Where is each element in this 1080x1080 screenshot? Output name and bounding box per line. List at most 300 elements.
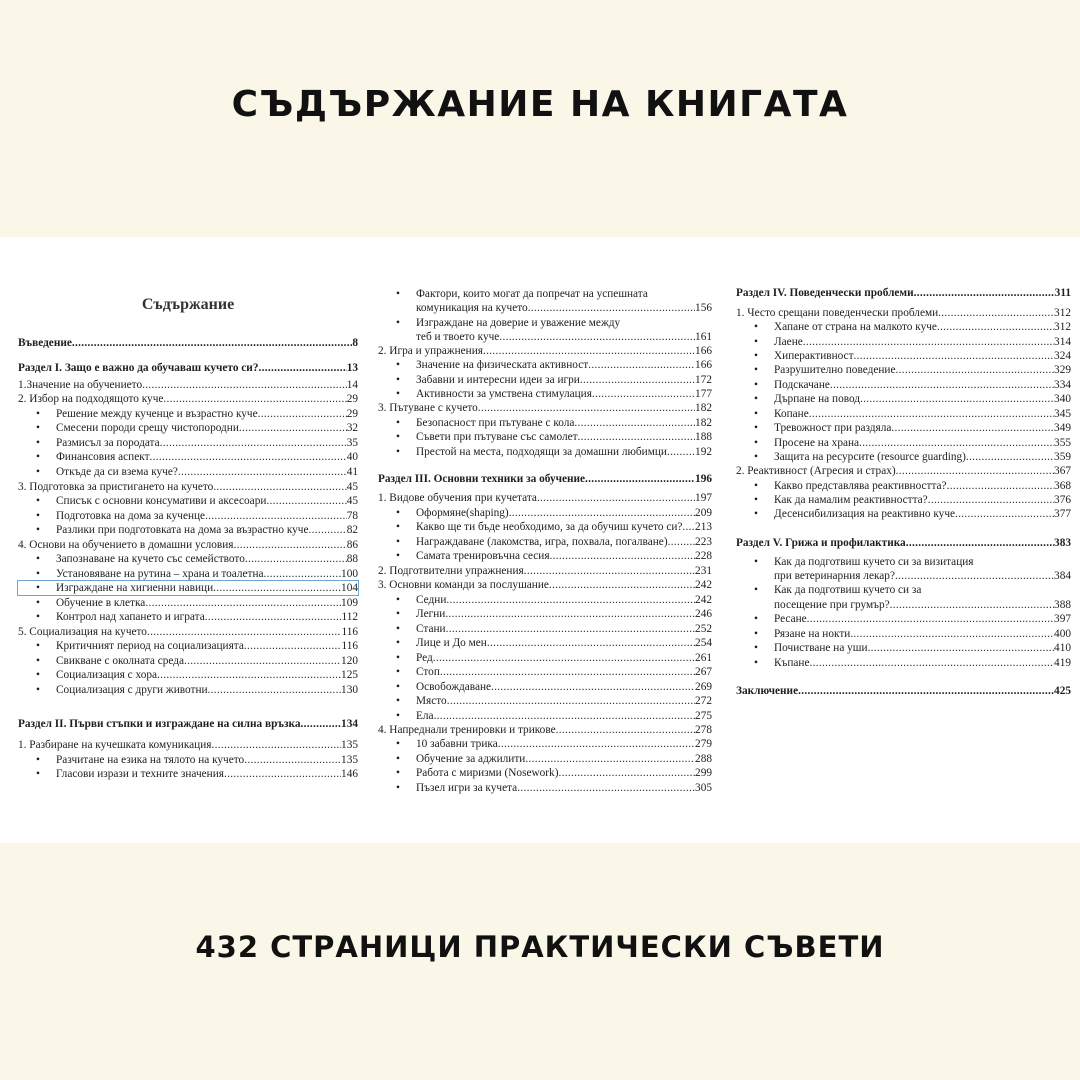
toc-bullet-entry	[18, 767, 358, 781]
toc-page-number: 288	[695, 753, 712, 765]
toc-entry	[18, 392, 358, 406]
toc-bullet-entry	[736, 507, 1071, 521]
toc-entry-title: • Легни	[416, 608, 446, 620]
toc-dot-leader	[868, 641, 1054, 655]
toc-bullet-entry	[18, 668, 358, 682]
toc-bullet-entry	[18, 523, 358, 537]
toc-entry-title: • Какво представлява реактивността?	[774, 480, 947, 492]
toc-dot-leader	[938, 306, 1054, 320]
toc-bullet-entry	[378, 622, 712, 636]
toc-page-number: 388	[1054, 599, 1071, 611]
toc-page-number: 135	[341, 754, 358, 766]
toc-entry	[736, 464, 1071, 478]
toc-entry	[736, 569, 1071, 583]
toc-entry-title: Заключение	[736, 685, 799, 697]
toc-entry-title: • Забавни и интересни идеи за игри	[416, 374, 580, 386]
toc-dot-leader	[208, 683, 342, 697]
toc-page-number: 109	[341, 597, 358, 609]
toc-entry	[378, 578, 712, 592]
toc-entry-title: 2. Реактивност (Агресия и страх)	[736, 465, 896, 477]
toc-bullet-entry	[18, 465, 358, 479]
toc-entry-title: 2. Игра и упражнения	[378, 345, 483, 357]
toc-dot-leader	[580, 373, 695, 387]
toc-entry-title: • Копане	[774, 408, 809, 420]
toc-page-number: 13	[346, 362, 358, 374]
toc-title: Съдържание	[141, 296, 235, 313]
toc-dot-leader	[160, 436, 347, 450]
toc-page-number: 29	[346, 408, 358, 420]
toc-dot-leader	[906, 536, 1054, 550]
toc-bullet-entry	[378, 506, 712, 520]
toc-dot-leader	[213, 480, 346, 494]
toc-dot-leader	[178, 465, 347, 479]
toc-page-number: 86	[346, 539, 358, 551]
toc-entry-title: • Лаене	[774, 336, 803, 348]
toc-dot-leader	[895, 363, 1054, 377]
toc-page-number: 269	[695, 681, 712, 693]
toc-bullet-entry	[378, 373, 712, 387]
toc-entry-title: Раздел IV. Поведенчески проблеми	[736, 287, 914, 299]
toc-entry-title: • Безопасност при пътуване с кола	[416, 417, 575, 429]
toc-entry-title: 5. Социализация на кучето	[18, 626, 147, 638]
toc-bullet-entry	[736, 320, 1071, 334]
toc-entry-title: • Обучение в клетка	[56, 597, 146, 609]
toc-bullet-entry	[18, 494, 358, 508]
toc-page-number: 400	[1054, 628, 1071, 640]
toc-bullet-entry	[736, 349, 1071, 363]
toc-section-entry	[736, 536, 1071, 550]
toc-page-number: 116	[341, 626, 358, 638]
toc-page-number: 156	[695, 302, 712, 314]
page-headline: СЪДЪРЖАНИЕ НА КНИГАТА	[231, 84, 849, 125]
toc-dot-leader	[205, 509, 347, 523]
toc-entry-title: Раздел V. Грижа и профилактика	[736, 537, 906, 549]
toc-dot-leader	[150, 450, 347, 464]
toc-bullet-entry	[736, 407, 1071, 421]
toc-dot-leader	[211, 738, 341, 752]
toc-bullet-entry	[378, 316, 712, 330]
toc-entry-title: 1. Разбиране на кучешката комуникация	[18, 739, 212, 751]
toc-dot-leader	[955, 507, 1054, 521]
toc-page-number: 377	[1054, 508, 1071, 520]
toc-dot-leader	[447, 694, 695, 708]
toc-bullet-entry	[736, 421, 1071, 435]
toc-dot-leader	[264, 567, 342, 581]
toc-dot-leader	[524, 564, 695, 578]
toc-bullet-entry	[378, 694, 712, 708]
toc-bullet-entry	[378, 549, 712, 563]
toc-entry-title: • Изграждане на хигиенни навици	[56, 582, 214, 594]
toc-entry-title: при ветеринарния лекар?	[774, 570, 895, 582]
toc-dot-leader	[446, 622, 695, 636]
toc-entry-title: • Дърпане на повод	[774, 393, 861, 405]
toc-dot-leader	[809, 407, 1054, 421]
toc-page-number: 177	[695, 388, 712, 400]
toc-dot-leader	[549, 578, 695, 592]
toc-entry-title: • Смесени породи срещу чистопородни	[56, 422, 239, 434]
toc-dot-leader	[213, 581, 341, 595]
toc-page-number: 314	[1054, 336, 1071, 348]
toc-dot-leader	[592, 387, 695, 401]
toc-dot-leader	[528, 301, 695, 315]
toc-dot-leader	[682, 520, 695, 534]
toc-entry-title: • Ред	[416, 652, 433, 664]
toc-dot-leader	[433, 651, 695, 665]
toc-entry	[378, 344, 712, 358]
toc-section-entry	[736, 286, 1071, 300]
toc-entry-title: 1. Видове обучения при кучетата	[378, 492, 537, 504]
toc-dot-leader	[890, 598, 1054, 612]
toc-bullet-entry	[736, 656, 1071, 670]
toc-dot-leader	[234, 538, 347, 552]
toc-bullet-entry	[18, 436, 358, 450]
toc-bullet-entry	[378, 535, 712, 549]
toc-entry	[378, 723, 712, 737]
toc-entry-title: 1.Значение на обучението	[18, 379, 143, 391]
toc-bullet-entry	[378, 752, 712, 766]
toc-entry-title: • Обучение за аджилити	[416, 753, 526, 765]
toc-page-number: 275	[695, 710, 712, 722]
toc-page-number: 82	[346, 524, 358, 536]
toc-entry-title: • Стоп	[416, 666, 440, 678]
toc-bullet-entry	[378, 593, 712, 607]
toc-page-number: 41	[346, 466, 358, 478]
toc-entry-title: • Списък с основни консумативи и аксесоари	[56, 495, 267, 507]
toc-dot-leader	[498, 737, 695, 751]
toc-entry-title: • 10 забавни трика	[416, 738, 498, 750]
toc-entry-title: • Разчитане на езика на тялото на кучето	[56, 754, 245, 766]
toc-entry-title: теб и твоето куче	[416, 331, 500, 343]
toc-entry-title: посещение при грумър?	[774, 599, 890, 611]
toc-page-number: 14	[346, 379, 358, 391]
toc-section-entry	[18, 336, 358, 350]
toc-dot-leader	[205, 610, 342, 624]
toc-page-number: 299	[695, 767, 712, 779]
toc-entry-title: • Работа с миризми (Nosework)	[416, 767, 559, 779]
toc-dot-leader	[239, 421, 347, 435]
toc-page-number: 192	[695, 446, 712, 458]
toc-dot-leader	[807, 612, 1054, 626]
toc-dot-leader	[810, 656, 1055, 670]
toc-page-number: 267	[695, 666, 712, 678]
toc-entry-title: • Стани	[416, 623, 446, 635]
toc-entry-title: • Хапане от страна на малкото куче	[774, 321, 937, 333]
toc-page-number: 419	[1054, 657, 1071, 669]
toc-page-number: 112	[341, 611, 358, 623]
toc-page-number: 384	[1054, 570, 1071, 582]
toc-bullet-entry	[378, 651, 712, 665]
toc-page-number: 355	[1054, 437, 1071, 449]
toc-bullet-entry	[378, 636, 712, 650]
toc-dot-leader	[517, 781, 695, 795]
toc-entry-title: • Какво ще ти бъде необходимо, за да обучиш кучето си?	[416, 521, 683, 533]
toc-entry	[378, 301, 712, 315]
toc-page-number: 45	[346, 481, 358, 493]
toc-entry-title: • Социализация с други животни	[56, 684, 208, 696]
toc-dot-leader	[667, 445, 695, 459]
toc-bullet-entry	[378, 358, 712, 372]
toc-dot-leader	[578, 430, 696, 444]
toc-bullet-entry	[18, 753, 358, 767]
toc-entry-title: • Разрушително поведение	[774, 364, 896, 376]
toc-bullet-entry	[736, 583, 1071, 597]
toc-dot-leader	[478, 401, 695, 415]
toc-bullet-entry	[18, 567, 358, 581]
toc-dot-leader	[309, 523, 347, 537]
toc-dot-leader	[550, 549, 696, 563]
toc-entry-title: • Къпане	[774, 657, 810, 669]
toc-entry-title: Как да подготвиш кучето си за	[774, 584, 922, 596]
toc-page-number: 312	[1054, 307, 1071, 319]
toc-bullet-entry	[736, 392, 1071, 406]
toc-page-number: 196	[695, 473, 712, 485]
toc-entry-title: • Оформяне(shaping)	[416, 507, 509, 519]
toc-page-number: 261	[695, 652, 712, 664]
toc-entry-title: • Размисъл за породата	[56, 437, 160, 449]
toc-entry-title: Раздел III. Основни техники за обучение	[378, 473, 586, 485]
toc-dot-leader	[244, 753, 341, 767]
toc-page-number: 161	[695, 331, 712, 343]
toc-bullet-entry	[736, 363, 1071, 377]
toc-page-number: 252	[695, 623, 712, 635]
toc-dot-leader	[830, 378, 1054, 392]
toc-page-number: 368	[1054, 480, 1071, 492]
toc-bullet-entry	[736, 479, 1071, 493]
toc-bullet-entry	[18, 407, 358, 421]
toc-page-number: 213	[695, 521, 712, 533]
toc-dot-leader	[483, 344, 695, 358]
toc-page-number: 45	[346, 495, 358, 507]
toc-bullet-entry	[736, 378, 1071, 392]
toc-dot-leader	[537, 491, 695, 505]
toc-entry-title: • Как да намалим реактивността?	[774, 494, 928, 506]
toc-page-number: 329	[1054, 364, 1071, 376]
toc-page-number: 134	[341, 718, 358, 730]
toc-entry-title: • Самата тренировъчна сесия	[416, 550, 550, 562]
toc-entry-title: • Свикване с околната среда	[56, 655, 184, 667]
toc-page-number: 228	[695, 550, 712, 562]
toc-dot-leader	[163, 392, 346, 406]
toc-bullet-entry	[18, 552, 358, 566]
toc-entry	[378, 330, 712, 344]
toc-entry-title: • Съвети при пътуване със самолет	[416, 431, 578, 443]
toc-bullet-entry	[378, 445, 712, 459]
toc-entry-title: • Лице и До мен	[416, 637, 487, 649]
toc-bullet-entry	[378, 387, 712, 401]
toc-dot-leader	[224, 767, 341, 781]
toc-dot-leader	[446, 593, 695, 607]
toc-entry-title: Въведение	[18, 337, 72, 349]
toc-bullet-entry	[736, 641, 1071, 655]
toc-page-number: 209	[695, 507, 712, 519]
toc-entry-title: • Рязане на нокти	[774, 628, 851, 640]
toc-page-number: 182	[695, 417, 712, 429]
toc-entry-title: • Финансовия аспект	[56, 451, 150, 463]
toc-dot-leader	[525, 752, 695, 766]
toc-bullet-entry	[736, 555, 1071, 569]
toc-dot-leader	[266, 494, 346, 508]
toc-bullet-entry	[378, 737, 712, 751]
toc-page-number: 29	[346, 393, 358, 405]
toc-bullet-entry	[18, 610, 358, 624]
toc-entry-title: комуникация на кучето	[416, 302, 528, 314]
toc-page-number: 312	[1054, 321, 1071, 333]
toc-entry-title: 4. Основи на обучението в домашни условия	[18, 539, 234, 551]
toc-dot-leader	[928, 493, 1054, 507]
toc-dot-leader	[145, 596, 341, 610]
toc-page-number: 135	[341, 739, 358, 751]
toc-bullet-entry	[18, 639, 358, 653]
toc-bullet-entry	[736, 450, 1071, 464]
toc-section-entry	[18, 717, 358, 731]
toc-page-number: 120	[341, 655, 358, 667]
toc-page-number: 166	[695, 345, 712, 357]
toc-entry-title: • Запознаване на кучето със семейството	[56, 553, 245, 565]
toc-bullet-entry	[736, 627, 1071, 641]
toc-entry-title: 3. Подготовка за пристигането на кучето	[18, 481, 214, 493]
toc-dot-leader	[854, 349, 1055, 363]
toc-page-number: 100	[341, 568, 358, 580]
toc-page-number: 116	[341, 640, 358, 652]
toc-entry	[18, 480, 358, 494]
toc-dot-leader	[258, 407, 347, 421]
toc-page-number: 130	[341, 684, 358, 696]
toc-page-number: 104	[341, 582, 358, 594]
toc-bullet-entry	[378, 766, 712, 780]
toc-entry-title: • Освобождаване	[416, 681, 492, 693]
toc-entry	[736, 598, 1071, 612]
toc-dot-leader	[798, 684, 1054, 698]
toc-page-number: 166	[695, 359, 712, 371]
toc-page-number: 88	[346, 553, 358, 565]
toc-page-number: 8	[352, 337, 358, 349]
toc-bullet-entry	[378, 416, 712, 430]
toc-entry-title: • Критичният период на социализацията	[56, 640, 244, 652]
toc-section-entry	[378, 472, 712, 486]
toc-entry-title: • Хиперактивност	[774, 350, 854, 362]
toc-dot-leader	[244, 639, 342, 653]
toc-page-number: 383	[1054, 537, 1071, 549]
toc-entry-title: • Просене на храна	[774, 437, 860, 449]
toc-bullet-entry	[736, 612, 1071, 626]
toc-dot-leader	[937, 320, 1054, 334]
toc-dot-leader	[896, 464, 1054, 478]
toc-dot-leader	[891, 421, 1054, 435]
toc-bullet-entry	[18, 654, 358, 668]
toc-dot-leader	[499, 330, 695, 344]
toc-dot-leader	[966, 450, 1054, 464]
toc-dot-leader	[147, 625, 342, 639]
toc-bullet-entry	[18, 683, 358, 697]
toc-page-number: 340	[1054, 393, 1071, 405]
toc-dot-leader	[258, 361, 346, 375]
toc-page-number: 254	[695, 637, 712, 649]
toc-bullet-entry	[18, 450, 358, 464]
toc-dot-leader	[895, 569, 1054, 583]
toc-page-number: 272	[695, 695, 712, 707]
toc-page-number: 188	[695, 431, 712, 443]
toc-bullet-entry	[18, 509, 358, 523]
toc-page-number: 223	[695, 536, 712, 548]
toc-bullet-entry	[18, 421, 358, 435]
toc-bullet-entry	[18, 596, 358, 610]
toc-page-number: 305	[695, 782, 712, 794]
toc-dot-leader	[914, 286, 1055, 300]
toc-page-number: 376	[1054, 494, 1071, 506]
toc-dot-leader	[803, 335, 1054, 349]
toc-page-number: 32	[346, 422, 358, 434]
toc-bullet-entry	[736, 493, 1071, 507]
toc-entry-title: • Тревожност при раздяла	[774, 422, 892, 434]
toc-dot-leader	[556, 723, 695, 737]
toc-entry	[18, 378, 358, 392]
toc-entry-title: 2. Подготвителни упражнения	[378, 565, 524, 577]
toc-dot-leader	[184, 654, 341, 668]
toc-dot-leader	[245, 552, 347, 566]
toc-page-number: 231	[695, 565, 712, 577]
toc-page-number: 334	[1054, 379, 1071, 391]
toc-entry	[736, 306, 1071, 320]
toc-entry-title: • Място	[416, 695, 447, 707]
toc-bullet-entry	[378, 287, 712, 301]
toc-page-number: 425	[1054, 685, 1071, 697]
toc-entry-title: • Седни	[416, 594, 447, 606]
toc-entry-title: • Социализация с хора	[56, 669, 158, 681]
toc-entry-title: Изграждане на доверие и уважение между	[416, 317, 621, 329]
toc-entry-title: Раздел II. Първи стъпки и изграждане на силна връзка	[18, 718, 301, 730]
toc-page-number: 182	[695, 402, 712, 414]
toc-entry-title: • Подскачане	[774, 379, 830, 391]
toc-bullet-entry	[378, 607, 712, 621]
toc-entry-title: 2. Избор на подходящото куче	[18, 393, 164, 405]
toc-entry	[378, 491, 712, 505]
toc-page-scan	[0, 237, 1080, 843]
toc-bullet-entry	[736, 335, 1071, 349]
toc-dot-leader	[850, 627, 1054, 641]
toc-page-number: 279	[695, 738, 712, 750]
toc-entry-title: • Разлики при подготовката на дома за възрастно куче	[56, 524, 309, 536]
toc-entry-title: • Решение между кученце и възрастно куче	[56, 408, 258, 420]
toc-page-number: 324	[1054, 350, 1071, 362]
toc-bullet-entry	[378, 680, 712, 694]
toc-page-number: 397	[1054, 613, 1071, 625]
toc-entry	[18, 625, 358, 639]
toc-page-number: 349	[1054, 422, 1071, 434]
toc-entry-title: Раздел I. Защо е важно да обучаваш кучето си?	[18, 362, 259, 374]
toc-page-number: 246	[695, 608, 712, 620]
toc-entry	[18, 538, 358, 552]
toc-entry-title: • Ресане	[774, 613, 807, 625]
toc-entry-title: • Защита на ресурсите (resource guarding)	[774, 451, 966, 463]
toc-page-number: 311	[1054, 287, 1071, 299]
toc-entry-title: • Ела	[416, 710, 434, 722]
toc-entry	[378, 564, 712, 578]
toc-dot-leader	[434, 709, 695, 723]
toc-page-number: 197	[695, 492, 712, 504]
toc-entry-title: 4. Напреднали тренировки и трикове	[378, 724, 556, 736]
toc-entry	[378, 401, 712, 415]
toc-dot-leader	[860, 392, 1054, 406]
toc-entry-title: • Гласови изрази и техните значения	[56, 768, 224, 780]
toc-bullet-entry	[736, 436, 1071, 450]
toc-dot-leader	[859, 436, 1054, 450]
toc-section-entry	[736, 684, 1071, 698]
toc-entry-title: • Награждаване (лакомства, игра, похвала, погалване)	[416, 536, 668, 548]
toc-bullet-entry	[378, 430, 712, 444]
toc-entry-title: • Значение на физическата активност	[416, 359, 589, 371]
toc-entry-title: • Откъде да си взема куче?	[56, 466, 178, 478]
toc-bullet-entry	[378, 781, 712, 795]
